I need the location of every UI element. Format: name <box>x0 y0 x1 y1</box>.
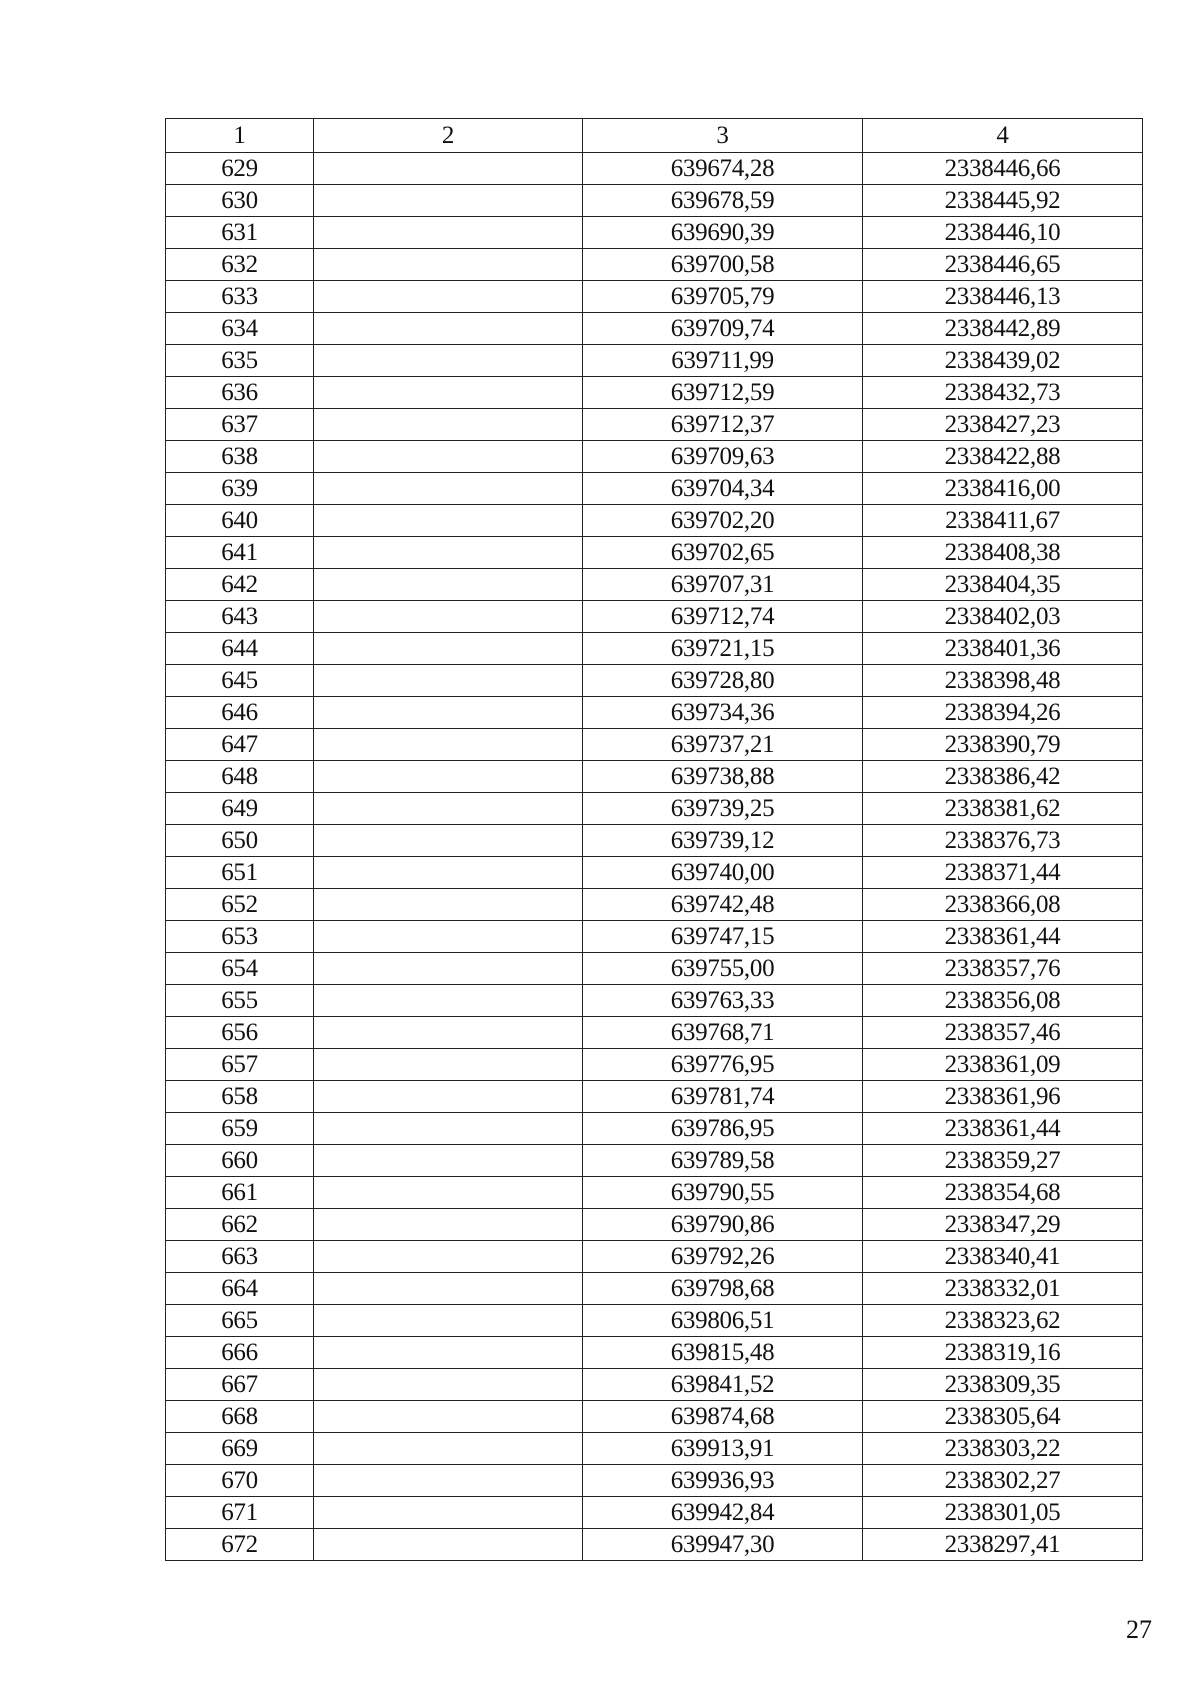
point-number-cell: 647 <box>166 729 314 761</box>
x-coordinate-cell: 639790,55 <box>583 1177 863 1209</box>
description-cell <box>314 889 583 921</box>
description-cell <box>314 1177 583 1209</box>
point-number-cell: 672 <box>166 1529 314 1561</box>
table-row <box>166 825 1143 857</box>
description-cell <box>314 1401 583 1433</box>
point-number-cell: 655 <box>166 985 314 1017</box>
y-coordinate-cell: 2338446,65 <box>863 249 1143 281</box>
x-coordinate-cell: 639711,99 <box>583 345 863 377</box>
description-cell <box>314 185 583 217</box>
table-row <box>166 697 1143 729</box>
x-coordinate-cell: 639721,15 <box>583 633 863 665</box>
description-cell <box>314 1529 583 1561</box>
y-coordinate-cell: 2338366,08 <box>863 889 1143 921</box>
x-coordinate-cell: 639742,48 <box>583 889 863 921</box>
x-coordinate-cell: 639707,31 <box>583 569 863 601</box>
point-number-cell: 652 <box>166 889 314 921</box>
y-coordinate-cell: 2338446,66 <box>863 153 1143 185</box>
y-coordinate-cell: 2338445,92 <box>863 185 1143 217</box>
y-coordinate-cell: 2338371,44 <box>863 857 1143 889</box>
point-number-cell: 635 <box>166 345 314 377</box>
table-row <box>166 761 1143 793</box>
x-coordinate-cell: 639798,68 <box>583 1273 863 1305</box>
x-coordinate-cell: 639738,88 <box>583 761 863 793</box>
table-header-row <box>166 119 1143 153</box>
table-row <box>166 1177 1143 1209</box>
table-row <box>166 729 1143 761</box>
table-row <box>166 1305 1143 1337</box>
x-coordinate-cell: 639806,51 <box>583 1305 863 1337</box>
y-coordinate-cell: 2338347,29 <box>863 1209 1143 1241</box>
y-coordinate-cell: 2338301,05 <box>863 1497 1143 1529</box>
x-coordinate-cell: 639705,79 <box>583 281 863 313</box>
description-cell <box>314 1209 583 1241</box>
y-coordinate-cell: 2338381,62 <box>863 793 1143 825</box>
table-row <box>166 441 1143 473</box>
x-coordinate-cell: 639781,74 <box>583 1081 863 1113</box>
y-coordinate-cell: 2338404,35 <box>863 569 1143 601</box>
x-coordinate-cell: 639678,59 <box>583 185 863 217</box>
x-coordinate-cell: 639709,74 <box>583 313 863 345</box>
y-coordinate-cell: 2338427,23 <box>863 409 1143 441</box>
description-cell <box>314 1113 583 1145</box>
table-row <box>166 857 1143 889</box>
coordinates-table <box>165 118 1143 1561</box>
table-row <box>166 633 1143 665</box>
point-number-cell: 669 <box>166 1433 314 1465</box>
description-cell <box>314 697 583 729</box>
table-row <box>166 1081 1143 1113</box>
y-coordinate-cell: 2338340,41 <box>863 1241 1143 1273</box>
point-number-cell: 664 <box>166 1273 314 1305</box>
y-coordinate-cell: 2338446,10 <box>863 217 1143 249</box>
y-coordinate-cell: 2338361,96 <box>863 1081 1143 1113</box>
description-cell <box>314 985 583 1017</box>
x-coordinate-cell: 639739,25 <box>583 793 863 825</box>
description-cell <box>314 601 583 633</box>
description-cell <box>314 345 583 377</box>
description-cell <box>314 825 583 857</box>
x-coordinate-cell: 639874,68 <box>583 1401 863 1433</box>
description-cell <box>314 249 583 281</box>
y-coordinate-cell: 2338319,16 <box>863 1337 1143 1369</box>
table-row <box>166 1401 1143 1433</box>
point-number-cell: 670 <box>166 1465 314 1497</box>
y-coordinate-cell: 2338402,03 <box>863 601 1143 633</box>
y-coordinate-cell: 2338359,27 <box>863 1145 1143 1177</box>
y-coordinate-cell: 2338390,79 <box>863 729 1143 761</box>
point-number-cell: 649 <box>166 793 314 825</box>
x-coordinate-cell: 639702,20 <box>583 505 863 537</box>
column-header: 1 <box>166 119 314 153</box>
table-row <box>166 377 1143 409</box>
description-cell <box>314 217 583 249</box>
table-row <box>166 1433 1143 1465</box>
y-coordinate-cell: 2338401,36 <box>863 633 1143 665</box>
description-cell <box>314 377 583 409</box>
column-header: 3 <box>583 119 863 153</box>
x-coordinate-cell: 639739,12 <box>583 825 863 857</box>
description-cell <box>314 793 583 825</box>
table-row <box>166 601 1143 633</box>
point-number-cell: 667 <box>166 1369 314 1401</box>
point-number-cell: 658 <box>166 1081 314 1113</box>
table-row <box>166 1113 1143 1145</box>
y-coordinate-cell: 2338376,73 <box>863 825 1143 857</box>
description-cell <box>314 569 583 601</box>
point-number-cell: 654 <box>166 953 314 985</box>
description-cell <box>314 1369 583 1401</box>
point-number-cell: 644 <box>166 633 314 665</box>
table-row <box>166 793 1143 825</box>
description-cell <box>314 857 583 889</box>
point-number-cell: 668 <box>166 1401 314 1433</box>
point-number-cell: 641 <box>166 537 314 569</box>
y-coordinate-cell: 2338332,01 <box>863 1273 1143 1305</box>
y-coordinate-cell: 2338356,08 <box>863 985 1143 1017</box>
x-coordinate-cell: 639712,74 <box>583 601 863 633</box>
description-cell <box>314 953 583 985</box>
description-cell <box>314 409 583 441</box>
description-cell <box>314 1497 583 1529</box>
table-row <box>166 345 1143 377</box>
table-row <box>166 409 1143 441</box>
description-cell <box>314 729 583 761</box>
x-coordinate-cell: 639776,95 <box>583 1049 863 1081</box>
description-cell <box>314 153 583 185</box>
y-coordinate-cell: 2338302,27 <box>863 1465 1143 1497</box>
point-number-cell: 648 <box>166 761 314 793</box>
table-row <box>166 1145 1143 1177</box>
description-cell <box>314 1433 583 1465</box>
x-coordinate-cell: 639700,58 <box>583 249 863 281</box>
y-coordinate-cell: 2338446,13 <box>863 281 1143 313</box>
point-number-cell: 636 <box>166 377 314 409</box>
x-coordinate-cell: 639841,52 <box>583 1369 863 1401</box>
x-coordinate-cell: 639786,95 <box>583 1113 863 1145</box>
description-cell <box>314 1241 583 1273</box>
y-coordinate-cell: 2338354,68 <box>863 1177 1143 1209</box>
description-cell <box>314 1017 583 1049</box>
x-coordinate-cell: 639755,00 <box>583 953 863 985</box>
y-coordinate-cell: 2338442,89 <box>863 313 1143 345</box>
point-number-cell: 663 <box>166 1241 314 1273</box>
x-coordinate-cell: 639674,28 <box>583 153 863 185</box>
table-row <box>166 953 1143 985</box>
x-coordinate-cell: 639913,91 <box>583 1433 863 1465</box>
x-coordinate-cell: 639712,59 <box>583 377 863 409</box>
description-cell <box>314 1049 583 1081</box>
x-coordinate-cell: 639702,65 <box>583 537 863 569</box>
column-header: 4 <box>863 119 1143 153</box>
description-cell <box>314 313 583 345</box>
y-coordinate-cell: 2338361,44 <box>863 1113 1143 1145</box>
table-row <box>166 985 1143 1017</box>
point-number-cell: 646 <box>166 697 314 729</box>
x-coordinate-cell: 639734,36 <box>583 697 863 729</box>
y-coordinate-cell: 2338416,00 <box>863 473 1143 505</box>
description-cell <box>314 1465 583 1497</box>
y-coordinate-cell: 2338361,44 <box>863 921 1143 953</box>
x-coordinate-cell: 639942,84 <box>583 1497 863 1529</box>
table-row <box>166 921 1143 953</box>
table-row <box>166 537 1143 569</box>
point-number-cell: 665 <box>166 1305 314 1337</box>
description-cell <box>314 473 583 505</box>
y-coordinate-cell: 2338398,48 <box>863 665 1143 697</box>
description-cell <box>314 1145 583 1177</box>
y-coordinate-cell: 2338386,42 <box>863 761 1143 793</box>
table-row <box>166 1017 1143 1049</box>
y-coordinate-cell: 2338357,76 <box>863 953 1143 985</box>
point-number-cell: 671 <box>166 1497 314 1529</box>
point-number-cell: 666 <box>166 1337 314 1369</box>
description-cell <box>314 441 583 473</box>
table-row <box>166 569 1143 601</box>
description-cell <box>314 921 583 953</box>
x-coordinate-cell: 639789,58 <box>583 1145 863 1177</box>
y-coordinate-cell: 2338439,02 <box>863 345 1143 377</box>
point-number-cell: 629 <box>166 153 314 185</box>
point-number-cell: 632 <box>166 249 314 281</box>
x-coordinate-cell: 639737,21 <box>583 729 863 761</box>
table-row <box>166 1273 1143 1305</box>
table-row <box>166 313 1143 345</box>
y-coordinate-cell: 2338309,35 <box>863 1369 1143 1401</box>
point-number-cell: 638 <box>166 441 314 473</box>
point-number-cell: 643 <box>166 601 314 633</box>
x-coordinate-cell: 639815,48 <box>583 1337 863 1369</box>
point-number-cell: 634 <box>166 313 314 345</box>
point-number-cell: 637 <box>166 409 314 441</box>
description-cell <box>314 1337 583 1369</box>
description-cell <box>314 281 583 313</box>
description-cell <box>314 1273 583 1305</box>
point-number-cell: 639 <box>166 473 314 505</box>
table-row <box>166 1465 1143 1497</box>
page-number: 27 <box>1126 1615 1152 1644</box>
table-row <box>166 505 1143 537</box>
y-coordinate-cell: 2338303,22 <box>863 1433 1143 1465</box>
x-coordinate-cell: 639690,39 <box>583 217 863 249</box>
table-row <box>166 1209 1143 1241</box>
description-cell <box>314 537 583 569</box>
point-number-cell: 633 <box>166 281 314 313</box>
x-coordinate-cell: 639747,15 <box>583 921 863 953</box>
y-coordinate-cell: 2338323,62 <box>863 1305 1143 1337</box>
table-body <box>166 119 1143 1561</box>
column-header: 2 <box>314 119 583 153</box>
table-row <box>166 1497 1143 1529</box>
table-row <box>166 217 1143 249</box>
table-row <box>166 1049 1143 1081</box>
y-coordinate-cell: 2338422,88 <box>863 441 1143 473</box>
table-row <box>166 1241 1143 1273</box>
table-row <box>166 153 1143 185</box>
description-cell <box>314 633 583 665</box>
table-row <box>166 281 1143 313</box>
x-coordinate-cell: 639712,37 <box>583 409 863 441</box>
x-coordinate-cell: 639936,93 <box>583 1465 863 1497</box>
point-number-cell: 631 <box>166 217 314 249</box>
y-coordinate-cell: 2338394,26 <box>863 697 1143 729</box>
x-coordinate-cell: 639740,00 <box>583 857 863 889</box>
point-number-cell: 651 <box>166 857 314 889</box>
point-number-cell: 642 <box>166 569 314 601</box>
table-row <box>166 1529 1143 1561</box>
y-coordinate-cell: 2338297,41 <box>863 1529 1143 1561</box>
table-row <box>166 1369 1143 1401</box>
x-coordinate-cell: 639792,26 <box>583 1241 863 1273</box>
table-row <box>166 889 1143 921</box>
x-coordinate-cell: 639709,63 <box>583 441 863 473</box>
point-number-cell: 640 <box>166 505 314 537</box>
x-coordinate-cell: 639947,30 <box>583 1529 863 1561</box>
table-row <box>166 249 1143 281</box>
point-number-cell: 662 <box>166 1209 314 1241</box>
point-number-cell: 660 <box>166 1145 314 1177</box>
point-number-cell: 653 <box>166 921 314 953</box>
table-row <box>166 1337 1143 1369</box>
x-coordinate-cell: 639763,33 <box>583 985 863 1017</box>
point-number-cell: 656 <box>166 1017 314 1049</box>
x-coordinate-cell: 639790,86 <box>583 1209 863 1241</box>
description-cell <box>314 761 583 793</box>
point-number-cell: 650 <box>166 825 314 857</box>
table-row <box>166 665 1143 697</box>
y-coordinate-cell: 2338357,46 <box>863 1017 1143 1049</box>
table-row <box>166 473 1143 505</box>
description-cell <box>314 665 583 697</box>
description-cell <box>314 1305 583 1337</box>
description-cell <box>314 505 583 537</box>
y-coordinate-cell: 2338361,09 <box>863 1049 1143 1081</box>
y-coordinate-cell: 2338408,38 <box>863 537 1143 569</box>
point-number-cell: 645 <box>166 665 314 697</box>
y-coordinate-cell: 2338432,73 <box>863 377 1143 409</box>
x-coordinate-cell: 639704,34 <box>583 473 863 505</box>
point-number-cell: 657 <box>166 1049 314 1081</box>
point-number-cell: 659 <box>166 1113 314 1145</box>
y-coordinate-cell: 2338411,67 <box>863 505 1143 537</box>
x-coordinate-cell: 639728,80 <box>583 665 863 697</box>
table-row <box>166 185 1143 217</box>
point-number-cell: 661 <box>166 1177 314 1209</box>
description-cell <box>314 1081 583 1113</box>
point-number-cell: 630 <box>166 185 314 217</box>
y-coordinate-cell: 2338305,64 <box>863 1401 1143 1433</box>
x-coordinate-cell: 639768,71 <box>583 1017 863 1049</box>
